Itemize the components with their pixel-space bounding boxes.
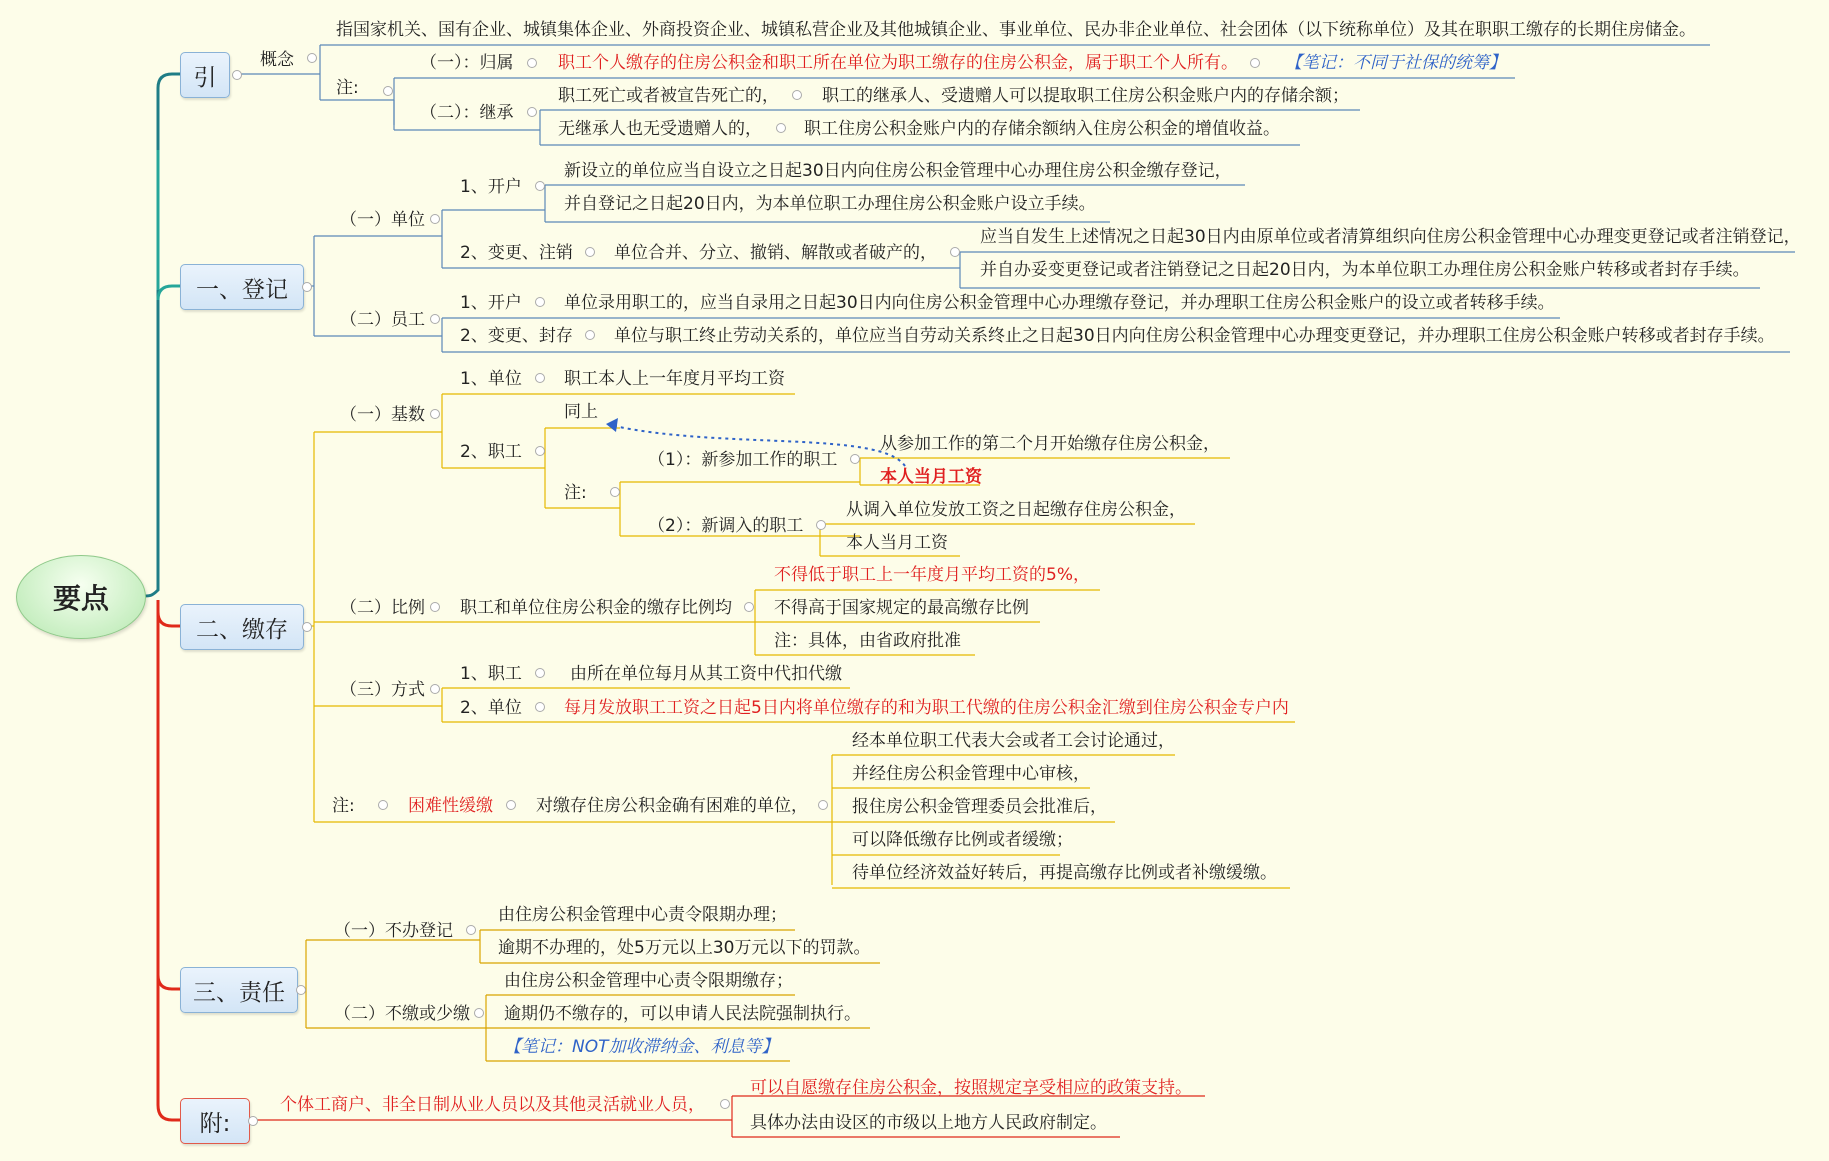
way-unit-label: 2、单位 [460, 698, 522, 718]
collapse-toggle-way[interactable] [430, 684, 440, 694]
collapse-toggle-ratio-text[interactable] [744, 602, 754, 612]
way-staff-label: 1、职工 [460, 664, 522, 684]
base-unit-text: 职工本人上一年度月平均工资 [564, 369, 785, 389]
noreg-label: （一）不办登记 [334, 921, 453, 941]
same-text: 同上 [564, 402, 598, 422]
unit-change-label: 2、变更、注销 [460, 243, 573, 263]
section-register[interactable]: 一、登记 [180, 264, 304, 310]
inherit-b2: 职工住房公积金账户内的存储余额纳入住房公积金的增值收益。 [804, 119, 1280, 139]
unit-change-1: 应当自发生上述情况之日起30日内由原单位或者清算组织向住房公积金管理中心办理变更登记或者注销登记， [980, 227, 1801, 247]
collapse-toggle-staff-open[interactable] [535, 297, 545, 307]
hard-1: 经本单位职工代表大会或者工会讨论通过， [852, 731, 1175, 751]
collapse-toggle-nopay[interactable] [474, 1008, 484, 1018]
collapse-toggle-register-staff[interactable] [430, 314, 440, 324]
collapse-toggle-moved-staff[interactable] [816, 520, 826, 530]
base-label: （一）基数 [340, 405, 425, 425]
section-appendix[interactable]: 附: [180, 1098, 250, 1144]
collapse-toggle-liability[interactable] [296, 985, 306, 995]
hard-note-label: 注: [332, 796, 355, 816]
new-staff-label: （1）：新参加工作的职工 [648, 450, 838, 470]
staff-open-label: 1、开户 [460, 293, 522, 313]
collapse-toggle-hard[interactable] [506, 800, 516, 810]
belong-memo: 【笔记：不同于社保的统筹】 [1285, 53, 1506, 73]
staff-change-label: 2、变更、封存 [460, 326, 573, 346]
moved-staff-2: 本人当月工资 [846, 533, 948, 553]
root-node[interactable]: 要点 [16, 555, 146, 639]
appendix-text-1: 可以自愿缴存住房公积金，按照规定享受相应的政策支持。 [750, 1078, 1192, 1098]
collapse-toggle-base-unit[interactable] [535, 373, 545, 383]
nopay-label: （二）不缴或少缴 [334, 1004, 470, 1024]
unit-open-label: 1、开户 [460, 177, 522, 197]
ratio-label: （二）比例 [340, 598, 425, 618]
hard-4: 可以降低缴存比例或者缓缴； [852, 830, 1073, 850]
collapse-toggle-new-staff[interactable] [850, 454, 860, 464]
ratio-3: 注：具体，由省政府批准 [774, 631, 961, 651]
way-staff-text: 由所在单位每月从其工资中代扣代缴 [570, 664, 842, 684]
inherit-b: 无继承人也无受遗赠人的， [558, 119, 762, 139]
collapse-toggle-hard-note[interactable] [378, 800, 388, 810]
register-staff-label: （二）员工 [340, 310, 425, 330]
collapse-toggle-base-staff[interactable] [535, 446, 545, 456]
section-deposit[interactable]: 二、缴存 [180, 604, 304, 650]
noreg-2: 逾期不办理的，处5万元以上30万元以下的罚款。 [498, 938, 871, 958]
intro-note-label: 注: [336, 78, 359, 98]
noreg-1: 由住房公积金管理中心责令限期办理； [498, 905, 787, 925]
new-staff-1: 从参加工作的第二个月开始缴存住房公积金， [880, 434, 1220, 454]
collapse-toggle-unit-change[interactable] [585, 247, 595, 257]
section-liability[interactable]: 三、责任 [180, 967, 298, 1013]
unit-change-2: 并自办妥变更登记或者注销登记之日起20日内，为本单位职工办理住房公积金账户转移或者封存手续。 [980, 260, 1750, 280]
hard-2: 并经住房公积金管理中心审核， [852, 764, 1090, 784]
belong-text: 职工个人缴存的住房公积金和职工所在单位为职工缴存的住房公积金，属于职工个人所有。 [558, 53, 1238, 73]
unit-open-1: 新设立的单位应当自设立之日起30日内向住房公积金管理中心办理住房公积金缴存登记， [564, 161, 1232, 181]
inherit-a: 职工死亡或者被宣告死亡的， [558, 86, 779, 106]
collapse-toggle-staff-change[interactable] [585, 330, 595, 340]
base-staff-label: 2、职工 [460, 442, 522, 462]
ratio-1: 不得低于职工上一年度月平均工资的5%， [774, 565, 1090, 585]
collapse-toggle-deposit[interactable] [302, 622, 312, 632]
staff-open-1: 单位录用职工的，应当自录用之日起30日内向住房公积金管理中心办理缴存登记，并办理职工住房公积金账户的设立或者转移手续。 [564, 293, 1555, 313]
inherit-a2: 职工的继承人、受遗赠人可以提取职工住房公积金账户内的存储余额； [822, 86, 1349, 106]
new-staff-2: 本人当月工资 [880, 467, 982, 487]
collapse-toggle-base[interactable] [430, 409, 440, 419]
hard-3: 报住房公积金管理委员会批准后， [852, 797, 1107, 817]
ratio-text: 职工和单位住房公积金的缴存比例均 [460, 598, 732, 618]
hard-5: 待单位经济效益好转后，再提高缴存比例或者补缴缓缴。 [852, 863, 1277, 883]
hard-label: 困难性缓缴 [408, 796, 493, 816]
nopay-2: 逾期仍不缴存的，可以申请人民法院强制执行。 [504, 1004, 861, 1024]
base-note-label: 注: [564, 483, 587, 503]
collapse-toggle-register[interactable] [302, 282, 312, 292]
nopay-1: 由住房公积金管理中心责令限期缴存； [504, 971, 793, 991]
way-unit-text: 每月发放职工工资之日起5日内将单位缴存的和为职工代缴的住房公积金汇缴到住房公积金专户内 [564, 698, 1289, 718]
ratio-2: 不得高于国家规定的最高缴存比例 [774, 598, 1029, 618]
inherit-label: （二）：继承 [420, 103, 514, 123]
moved-staff-label: （2）：新调入的职工 [648, 516, 804, 536]
collapse-toggle-inherit-a[interactable] [792, 90, 802, 100]
base-unit-label: 1、单位 [460, 369, 522, 389]
collapse-toggle-appendix[interactable] [248, 1116, 258, 1126]
collapse-toggle-note[interactable] [383, 86, 393, 96]
register-unit-label: （一）单位 [340, 210, 425, 230]
hard-cond: 对缴存住房公积金确有困难的单位， [536, 796, 808, 816]
unit-change-cond: 单位合并、分立、撤销、解散或者破产的， [614, 243, 937, 263]
way-label: （三）方式 [340, 680, 425, 700]
collapse-toggle-inherit-b[interactable] [776, 123, 786, 133]
collapse-toggle-noreg[interactable] [466, 925, 476, 935]
collapse-toggle-intro[interactable] [232, 70, 242, 80]
belong-label: （一）：归属 [420, 53, 514, 73]
concept-text: 指国家机关、国有企业、城镇集体企业、外商投资企业、城镇私营企业及其他城镇企业、事业单位、民办非企业单位、社会团体（以下统称单位）及其在职职工缴存的长期住房储金。 [336, 20, 1696, 40]
collapse-toggle-ratio[interactable] [430, 602, 440, 612]
collapse-toggle-register-unit[interactable] [430, 214, 440, 224]
appendix-who: 个体工商户、非全日制从业人员以及其他灵活就业人员， [280, 1095, 705, 1115]
collapse-toggle-belong[interactable] [527, 58, 537, 68]
collapse-toggle-way-unit[interactable] [535, 702, 545, 712]
collapse-toggle-appendix-who[interactable] [720, 1099, 730, 1109]
collapse-toggle-inherit[interactable] [527, 107, 537, 117]
collapse-toggle-hard-cond[interactable] [818, 800, 828, 810]
appendix-text-2: 具体办法由设区的市级以上地方人民政府制定。 [750, 1113, 1107, 1133]
collapse-toggle-belong-memo[interactable] [1250, 58, 1260, 68]
collapse-toggle-concept[interactable] [307, 53, 317, 63]
collapse-toggle-base-note[interactable] [610, 487, 620, 497]
unit-open-2: 并自登记之日起20日内，为本单位职工办理住房公积金账户设立手续。 [564, 194, 1096, 214]
staff-change-1: 单位与职工终止劳动关系的，单位应当自劳动关系终止之日起30日内向住房公积金管理中心办理变更登记，并办理职工住房公积金账户转移或者封存手续。 [614, 326, 1775, 346]
concept-label: 概念 [260, 50, 294, 70]
collapse-toggle-unit-change-cond[interactable] [950, 247, 960, 257]
section-intro[interactable]: 引 [180, 52, 230, 98]
moved-staff-1: 从调入单位发放工资之日起缴存住房公积金， [846, 500, 1186, 520]
nopay-memo: 【笔记：NOT加收滞纳金、利息等】 [504, 1037, 779, 1057]
collapse-toggle-unit-open[interactable] [535, 181, 545, 191]
collapse-toggle-way-staff[interactable] [535, 668, 545, 678]
